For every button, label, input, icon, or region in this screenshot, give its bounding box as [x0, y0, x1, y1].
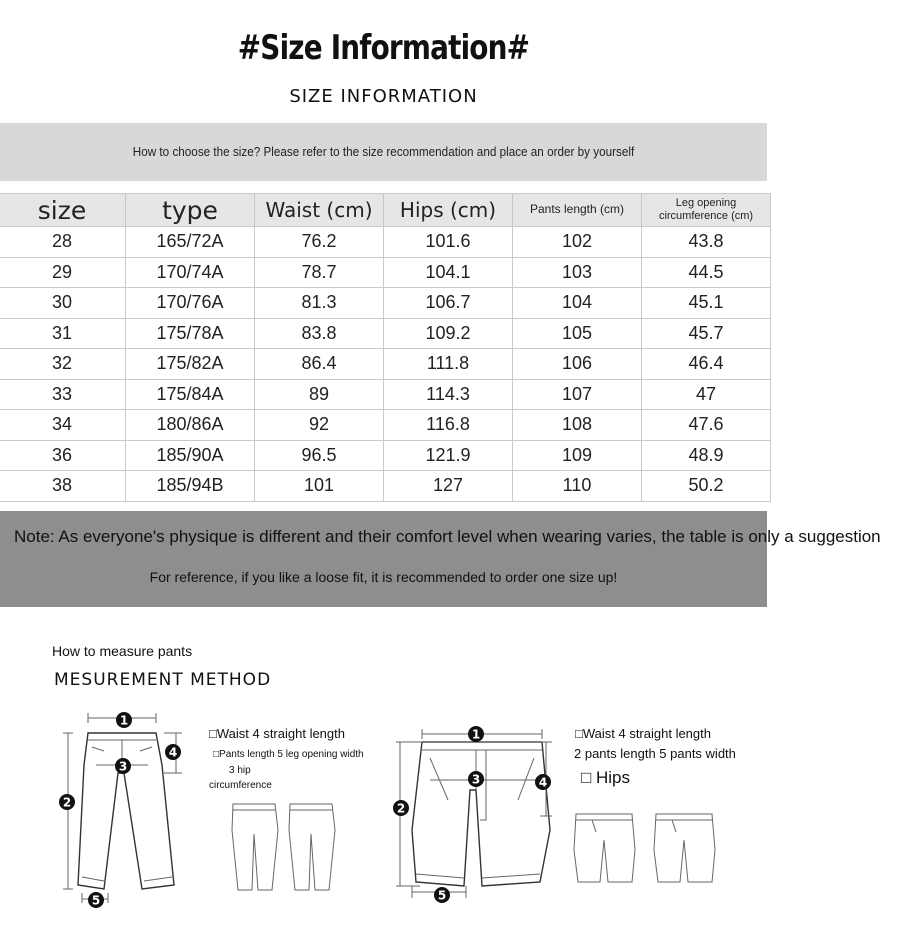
svg-text:5: 5: [91, 893, 101, 908]
table-row: [0, 288, 771, 319]
table-cell: 165/72A: [126, 227, 255, 258]
note-subtext: For reference, if you like a loose fit, it is recommended to order one size up!: [149, 569, 618, 585]
table-cell: 101: [255, 471, 384, 502]
table-cell: 96.5: [255, 440, 384, 471]
table-cell: 110: [513, 471, 642, 502]
table-cell: 86.4: [255, 349, 384, 380]
table-cell: 170/76A: [126, 288, 255, 319]
table-cell: 102: [513, 227, 642, 258]
table-cell: 48.9: [642, 440, 771, 471]
table-cell: 44.5: [642, 257, 771, 288]
table-header-row: [0, 194, 771, 227]
table-cell: 47.6: [642, 410, 771, 441]
table-cell: 111.8: [384, 349, 513, 380]
table-cell: 50.2: [642, 471, 771, 502]
svg-text:2: 2: [396, 801, 406, 816]
pants-legend-line-2: □Pants length 5 leg opening width: [213, 749, 364, 760]
svg-text:4: 4: [538, 775, 548, 790]
column-header-size: size: [0, 194, 126, 227]
table-cell: 32: [0, 349, 126, 380]
table-cell: 127: [384, 471, 513, 502]
shorts-diagram: [390, 720, 560, 905]
pants-legend-line-4: circumference: [209, 780, 272, 791]
table-cell: 107: [513, 379, 642, 410]
advice-banner: [0, 123, 767, 181]
method-heading: MESUREMENT METHOD: [54, 670, 272, 690]
table-cell: 46.4: [642, 349, 771, 380]
table-cell: 109: [513, 440, 642, 471]
table-cell: 34: [0, 410, 126, 441]
pants-legend-line-1: □Waist 4 straight length: [209, 726, 345, 741]
table-cell: 104: [513, 288, 642, 319]
shorts-marker-5: [434, 887, 450, 903]
table-cell: 31: [0, 318, 126, 349]
table-cell: 45.1: [642, 288, 771, 319]
howto-label: How to measure pants: [52, 643, 193, 659]
marker-4: [165, 744, 181, 760]
table-cell: 45.7: [642, 318, 771, 349]
table-cell: 76.2: [255, 227, 384, 258]
marker-3: [115, 758, 131, 774]
table-cell: 81.3: [255, 288, 384, 319]
page-title: #Size Information#: [237, 28, 530, 68]
table-cell: 29: [0, 257, 126, 288]
table-body: [0, 227, 771, 502]
svg-text:4: 4: [168, 745, 178, 760]
note-banner: [0, 511, 881, 607]
table-row: [0, 379, 771, 410]
table-cell: 114.3: [384, 379, 513, 410]
table-cell: 121.9: [384, 440, 513, 471]
table-cell: 30: [0, 288, 126, 319]
table-row: [0, 440, 771, 471]
table-cell: 43.8: [642, 227, 771, 258]
column-header-hips: Hips (cm): [384, 194, 513, 227]
shorts-thumbnails: [572, 810, 722, 890]
shorts-marker-1: [468, 726, 484, 742]
table-cell: 38: [0, 471, 126, 502]
table-cell: 175/78A: [126, 318, 255, 349]
table-cell: 105: [513, 318, 642, 349]
table-cell: 106.7: [384, 288, 513, 319]
svg-text:1: 1: [471, 727, 481, 742]
pants-diagram: [52, 705, 202, 915]
page-subtitle: SIZE INFORMATION: [289, 86, 478, 107]
marker-1: [116, 712, 132, 728]
column-header-waist: Waist (cm): [255, 194, 384, 227]
table-row: [0, 349, 771, 380]
table-cell: 185/90A: [126, 440, 255, 471]
table-cell: 175/82A: [126, 349, 255, 380]
table-cell: 78.7: [255, 257, 384, 288]
shorts-legend-line-1: □Waist 4 straight length: [575, 726, 711, 741]
table-row: [0, 257, 771, 288]
table-cell: 47: [642, 379, 771, 410]
shorts-legend-line-3: □ Hips: [581, 768, 630, 787]
size-table: [0, 193, 771, 502]
note-text: Note: As everyone's physique is different and their comfort level when wearing varies, the table is only a suggestion: [14, 527, 881, 546]
table-cell: 83.8: [255, 318, 384, 349]
table-cell: 109.2: [384, 318, 513, 349]
svg-text:1: 1: [119, 713, 129, 728]
table-cell: 101.6: [384, 227, 513, 258]
shorts-marker-3: [468, 771, 484, 787]
column-header-pants-length: Pants length (cm): [513, 194, 642, 227]
svg-text:3: 3: [471, 772, 481, 787]
table-cell: 28: [0, 227, 126, 258]
table-cell: 103: [513, 257, 642, 288]
table-row: [0, 471, 771, 502]
marker-2: [59, 794, 75, 810]
pants-thumbnails: [228, 800, 348, 895]
advice-text: How to choose the size? Please refer to the size recommendation and place an order by yourself: [132, 144, 635, 159]
shorts-marker-2: [393, 800, 409, 816]
shorts-marker-4: [535, 774, 551, 790]
table-cell: 33: [0, 379, 126, 410]
table-cell: 104.1: [384, 257, 513, 288]
table-cell: 89: [255, 379, 384, 410]
table-cell: 36: [0, 440, 126, 471]
svg-text:2: 2: [62, 795, 72, 810]
table-row: [0, 227, 771, 258]
table-row: [0, 318, 771, 349]
svg-text:3: 3: [118, 759, 128, 774]
table-cell: 170/74A: [126, 257, 255, 288]
table-cell: 106: [513, 349, 642, 380]
svg-text:5: 5: [437, 888, 447, 903]
shorts-legend-line-2: 2 pants length 5 pants width: [574, 746, 736, 761]
pants-legend-line-3: 3 hip: [229, 765, 251, 776]
column-header-leg-opening: Leg opening circumference (cm): [642, 194, 771, 227]
table-cell: 92: [255, 410, 384, 441]
table-row: [0, 410, 771, 441]
table-cell: 108: [513, 410, 642, 441]
table-cell: 116.8: [384, 410, 513, 441]
table-cell: 185/94B: [126, 471, 255, 502]
table-cell: 175/84A: [126, 379, 255, 410]
marker-5: [88, 892, 104, 908]
table-cell: 180/86A: [126, 410, 255, 441]
column-header-type: type: [126, 194, 255, 227]
